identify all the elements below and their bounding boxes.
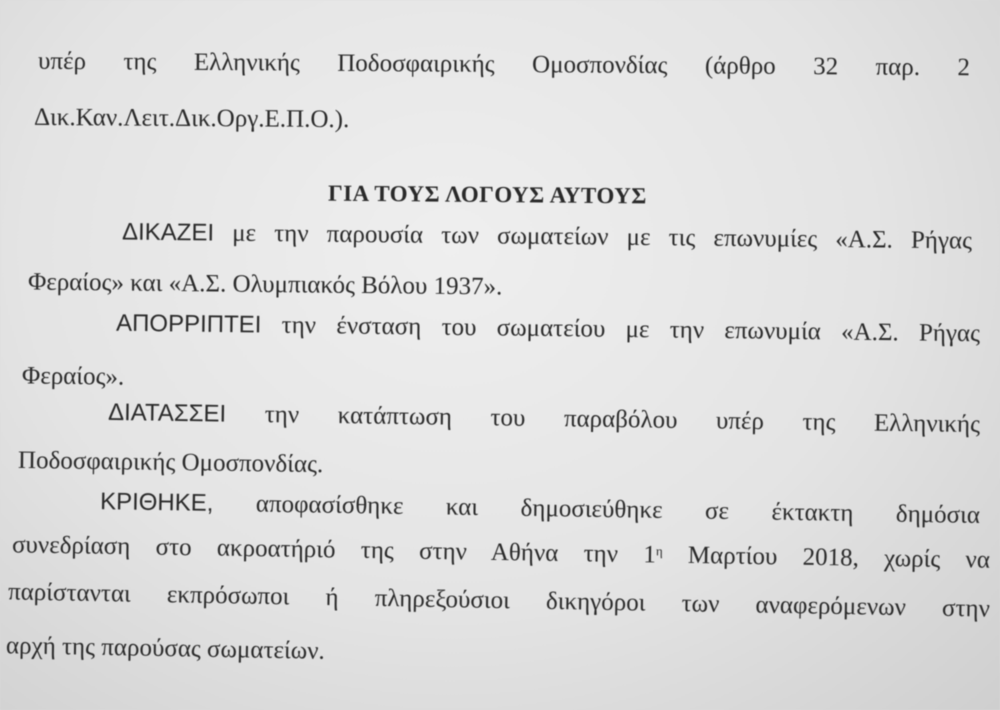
text-line-12: αρχή της παρούσας σωματείων.: [5, 632, 326, 665]
keyword-diatassei: ΔΙΑΤΑΣΣΕΙ: [107, 398, 227, 428]
text-line-4: Φεραίος» και «Α.Σ. Ολυμπιακός Βόλου 1937».: [27, 268, 503, 301]
text-line-5: [116, 309, 980, 350]
text-line-6: Φεραίος».: [21, 362, 125, 391]
text-line-8: Ποδοσφαιρικής Ομοσπονδίας.: [17, 446, 324, 479]
text-line-11: παρίστανται εκπρόσωποι ή πληρεξούσιοι δικηγόροι των αναφερόμενων στην: [7, 578, 991, 623]
text-line-7-rest: την κατάπτωση του παραβόλου υπέρ της Ελληνικής: [264, 401, 981, 439]
section-heading: ΓΙΑ ΤΟΥΣ ΛΟΓΟΥΣ ΑΥΤΟΥΣ: [327, 180, 647, 209]
text-line-3: [122, 218, 972, 257]
text-line-5-rest: την ένσταση του σωματείου με την επωνυμία «Α.Σ. Ρήγας: [281, 311, 981, 348]
text-line-7: [108, 398, 980, 440]
text-line-3-rest: με την παρουσία των σωματείων με τις επωνυμίες «Α.Σ. Ρήγας: [232, 219, 973, 255]
text-line-1: υπέρ της Ελληνικής Ποδοσφαιρικής Ομοσπονδίας (άρθρο 32 παρ. 2: [37, 47, 971, 82]
text-line-9-rest: αποφασίσθηκε και δημοσιεύθηκε σε έκτακτη δημόσια: [255, 490, 981, 529]
text-line-2: Δικ.Καν.Λειτ.Δικ.Οργ.Ε.Π.Ο.).: [33, 103, 350, 134]
keyword-dikazei: ΔΙΚΑΖΕΙ: [121, 218, 215, 247]
text-line-9: [100, 487, 980, 531]
keyword-krithike: ΚΡΙΘΗΚΕ,: [99, 488, 214, 517]
text-line-10: [12, 530, 990, 575]
text-line-10-start: συνεδρίαση στο ακροατήριό της στην Αθήνα την 1: [11, 531, 657, 569]
ordinal-superscript: η: [655, 543, 663, 559]
text-line-10-end: Μαρτίου 2018, χωρίς να: [687, 541, 991, 574]
keyword-aporriptei: ΑΠΟΡΡΙΠΤΕΙ: [115, 309, 262, 339]
